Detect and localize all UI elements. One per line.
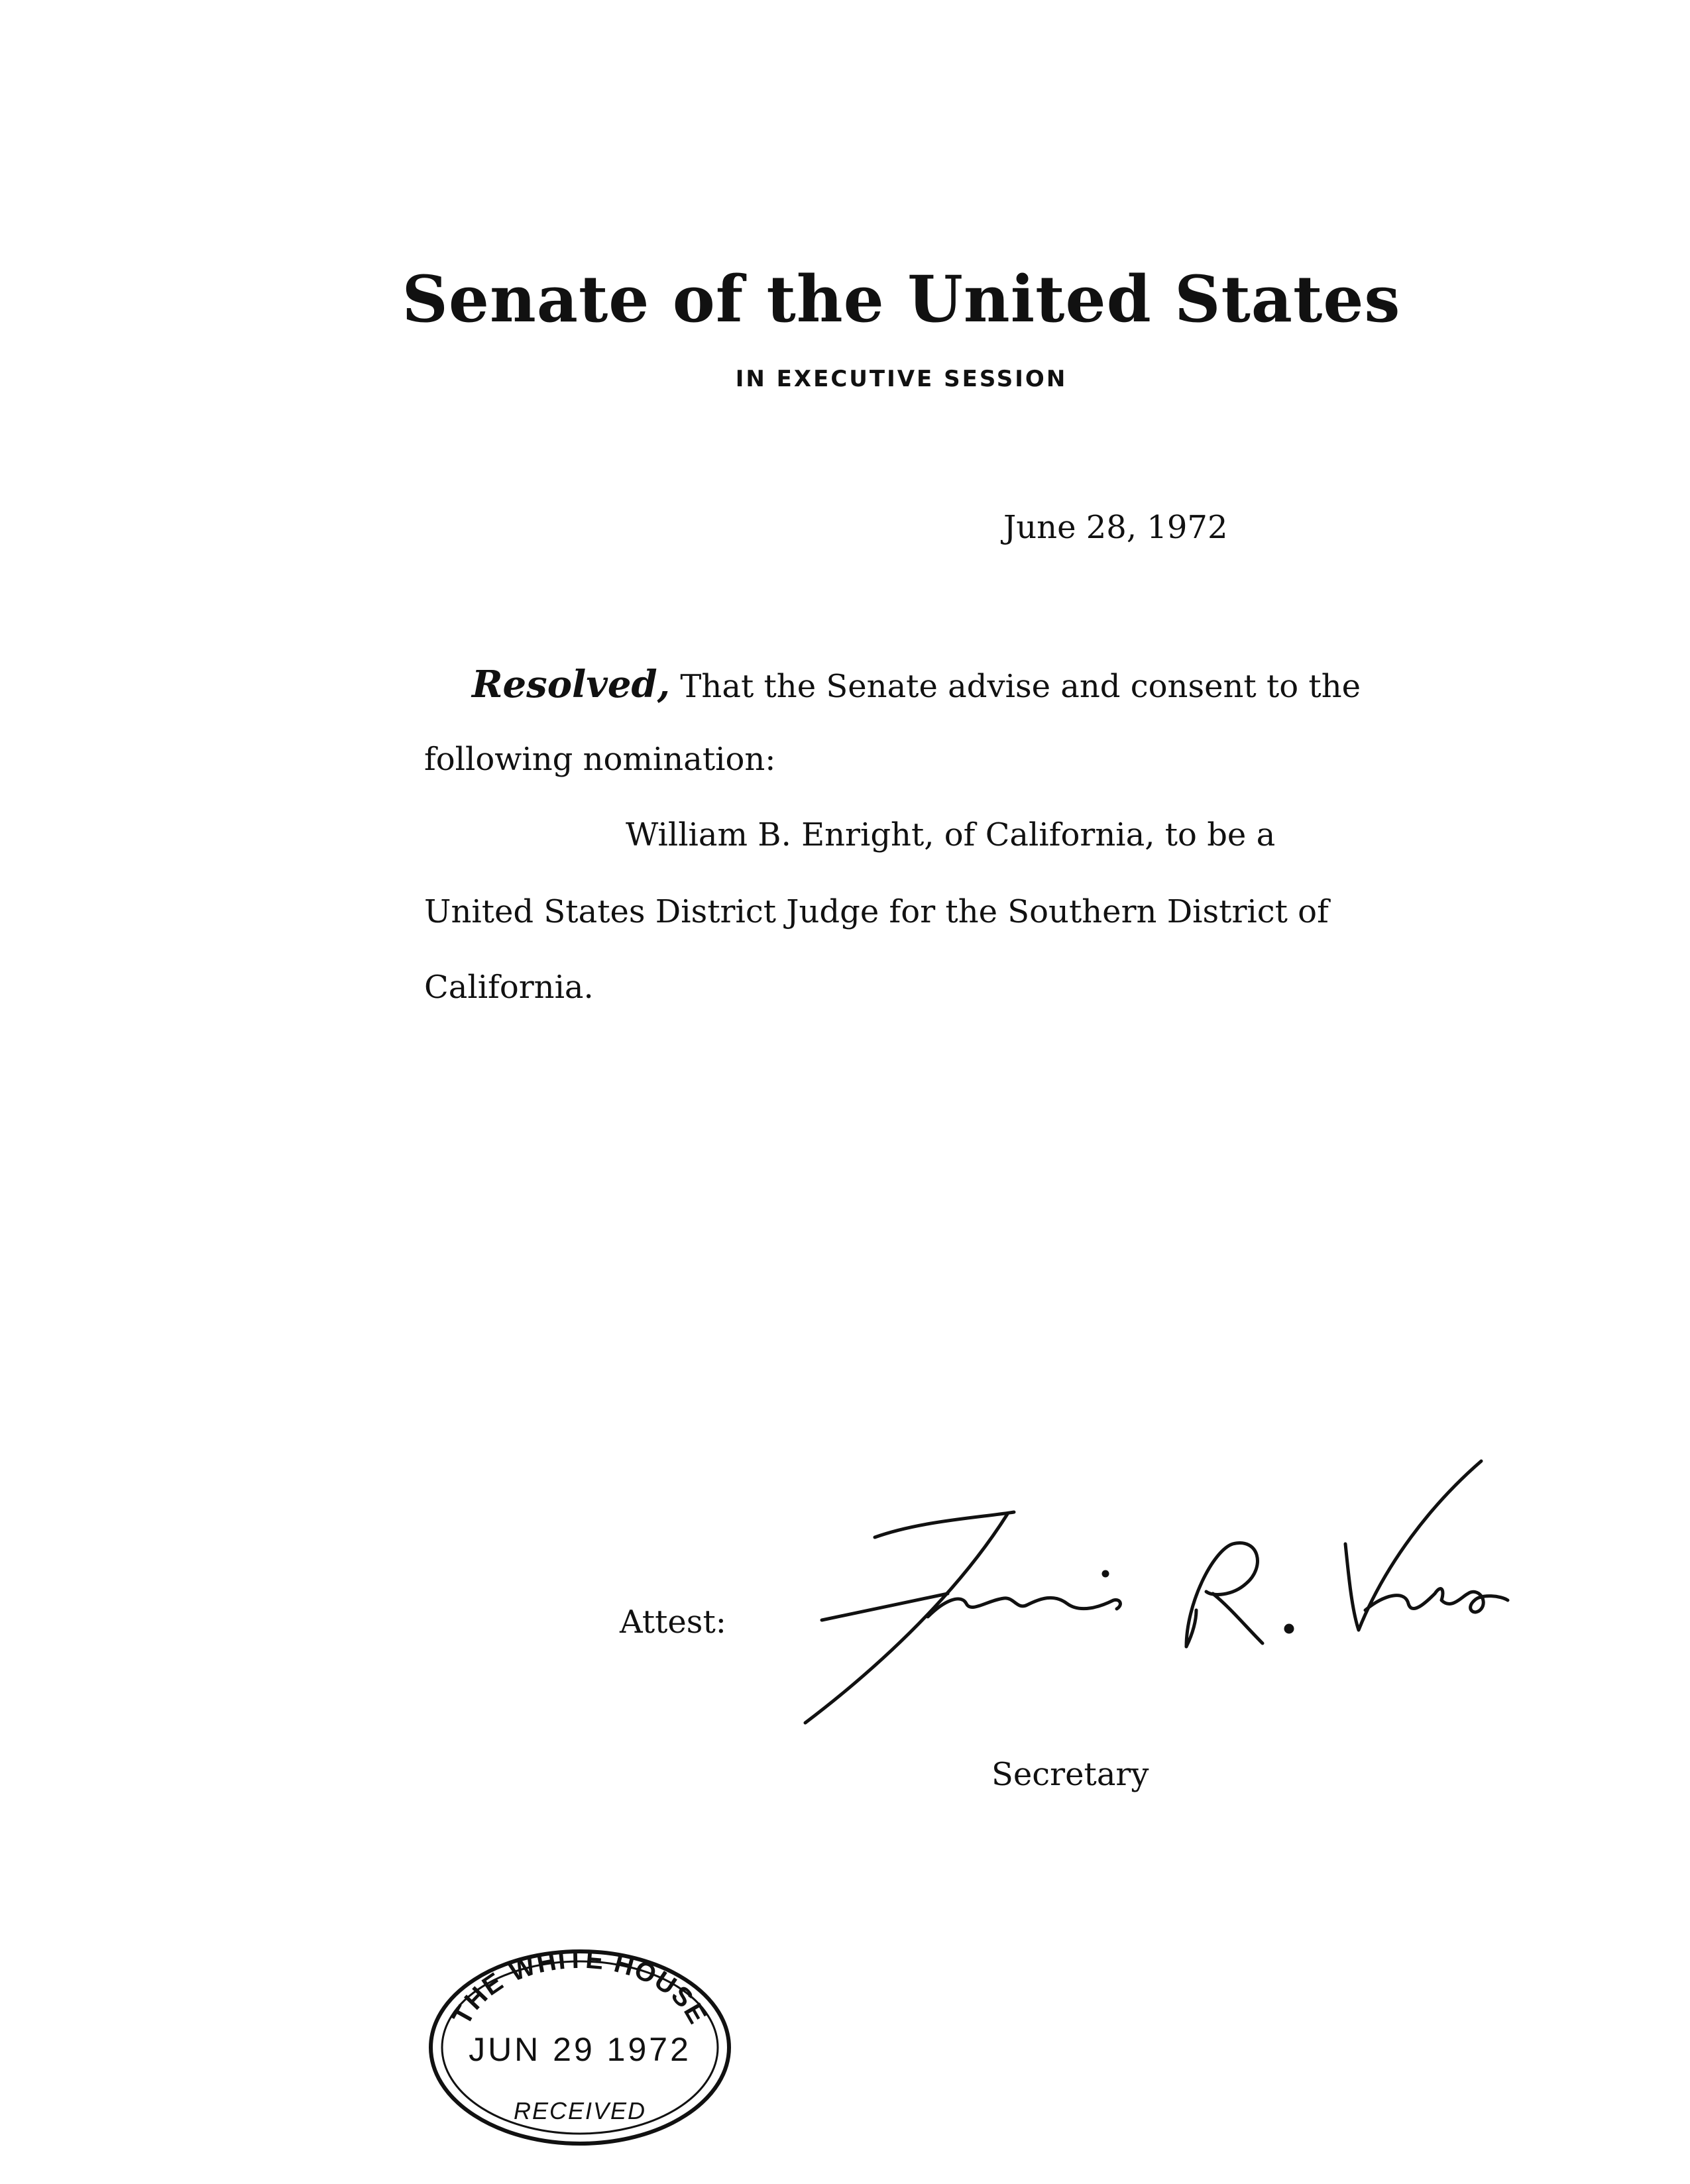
resolution-line-4: United States District Judge for the Southern District of <box>424 893 1329 930</box>
handwritten-signature <box>789 1451 1544 1729</box>
resolved-word: Resolved, <box>472 663 671 706</box>
session-subtitle: IN EXECUTIVE SESSION <box>735 366 1068 392</box>
senate-masthead: Senate of the United States <box>402 262 1401 337</box>
secretary-title: Secretary <box>991 1756 1149 1793</box>
resolution-line-1-text: That the Senate advise and consent to the <box>670 668 1361 705</box>
nominee-line: William B. Enright, of California, to be a <box>626 816 1276 853</box>
resolution-date: June 28, 1972 <box>1003 509 1228 546</box>
attest-label: Attest: <box>620 1604 726 1641</box>
svg-text:THE WHITE HOUSE: THE WHITE HOUSE <box>447 1944 713 2030</box>
white-house-received-stamp <box>424 1941 736 2147</box>
svg-text:RECEIVED: RECEIVED <box>513 2097 647 2124</box>
resolution-line-5: California. <box>424 969 594 1006</box>
resolution-line-1 <box>472 663 1433 706</box>
resolution-line-2: following nomination: <box>424 741 776 778</box>
svg-text:JUN 29 1972: JUN 29 1972 <box>469 2031 691 2068</box>
